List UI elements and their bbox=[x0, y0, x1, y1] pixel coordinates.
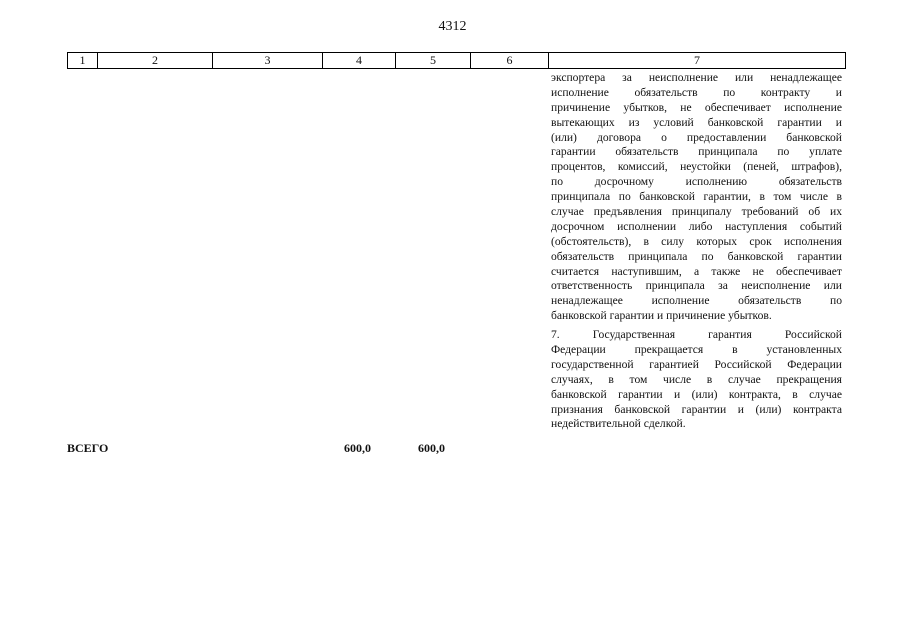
total-col4-value: 600,0 bbox=[344, 441, 371, 455]
column-7-text bbox=[551, 71, 842, 432]
total-col5-value: 600,0 bbox=[418, 441, 445, 455]
text-line: считается наступившим, а также не обеспечивает bbox=[551, 264, 842, 278]
column-number-cell: 6 bbox=[471, 53, 549, 68]
text-line: недействительной сделкой. bbox=[551, 417, 686, 431]
paragraph bbox=[551, 328, 842, 432]
text-line: (или) договора о предоставлении банковской bbox=[551, 130, 842, 144]
text-line: экспортера за неисполнение или ненадлежащее bbox=[551, 71, 842, 84]
text-line: признания банковской гарантии и (или) контракта bbox=[551, 402, 842, 416]
column-number-cell: 3 bbox=[213, 53, 323, 68]
page-number: 4312 bbox=[438, 19, 467, 34]
text-line: досрочном исполнении либо наступления событий bbox=[551, 219, 842, 233]
column-number-cell: 5 bbox=[396, 53, 471, 68]
text-line: (обстоятельств), в силу которых срок исполнения bbox=[551, 234, 842, 248]
text-line: случае предъявления принципалу требований об их bbox=[551, 205, 842, 219]
text-line: банковской гарантии и (или) контракта, в случае bbox=[551, 387, 842, 401]
text-line: государственной гарантией Российской Федерации bbox=[551, 357, 842, 371]
column-number-cell: 7 bbox=[694, 53, 700, 67]
column-number-cell: 2 bbox=[98, 53, 213, 68]
text-line: гарантии обязательств принципала по уплате bbox=[551, 145, 842, 159]
text-line: исполнение обязательств по контракту и bbox=[551, 85, 842, 99]
paragraph bbox=[551, 71, 842, 324]
text-line: случаях, в том числе в случае прекращения bbox=[551, 372, 842, 386]
text-line: вытекающих из условий банковской гарантии и bbox=[551, 115, 842, 129]
text-line: Федерации прекращается в установленных bbox=[551, 343, 842, 357]
text-line: банковской гарантии и причинение убытков. bbox=[551, 309, 772, 323]
text-line: по досрочному исполнению обязательств bbox=[551, 175, 842, 189]
column-number-cell: 1 bbox=[68, 53, 98, 68]
text-line: процентов, комиссий, неустойки (пеней, штрафов), bbox=[551, 160, 842, 174]
column-number-cell: 4 bbox=[323, 53, 396, 68]
total-label: ВСЕГО bbox=[67, 441, 109, 455]
column-number-header bbox=[67, 52, 846, 69]
text-line: 7. Государственная гарантия Российской bbox=[551, 328, 842, 342]
text-line: обязательств принципала по банковской гарантии bbox=[551, 249, 842, 263]
text-line: принципала по банковской гарантии, в том числе в bbox=[551, 190, 842, 204]
text-line: ненадлежащее исполнение обязательств по bbox=[551, 294, 842, 308]
text-line: ответственность принципала за неисполнение или bbox=[551, 279, 842, 293]
text-line: причинение убытков, не обеспечивает исполнение bbox=[551, 100, 842, 114]
